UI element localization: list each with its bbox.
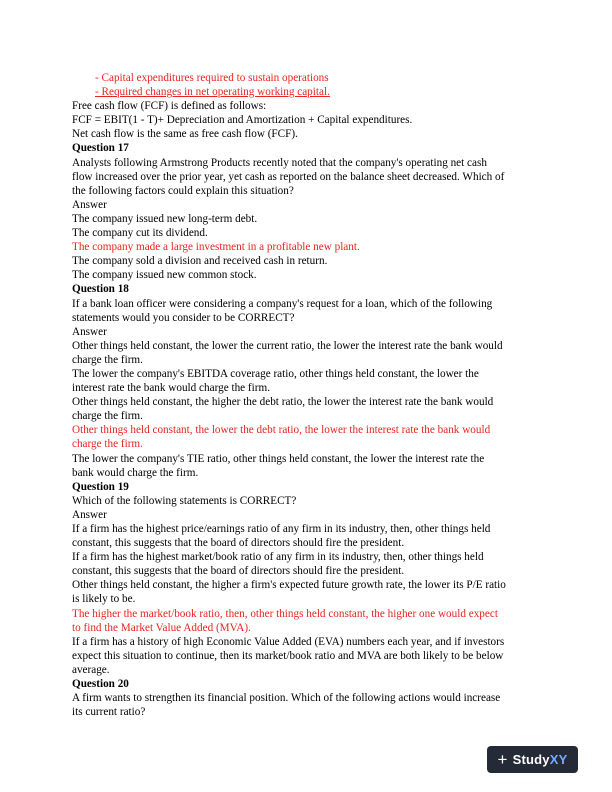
correct-answer-line [72,240,547,254]
text-line [72,592,547,606]
text-line [72,339,547,353]
text-line [72,466,547,480]
line-text: Question 18 [72,283,129,296]
line-text: Other things held constant, the higher the debt ratio, the lower the interest rate the bank would [72,396,494,409]
line-text: If a firm has a history of high Economic Value Added (EVA) numbers each year, and if investors [72,635,505,648]
line-text: average. [72,663,110,676]
logo-text: StudyXY [512,752,568,767]
line-text: Other things held constant, the lower the debt ratio, the lower the interest rate the bank would [72,424,491,437]
question-heading [72,282,547,296]
correct-answer-line [72,437,547,451]
question-heading [72,677,547,691]
line-text: its current ratio? [72,706,146,719]
text-line [72,353,547,367]
line-text: is likely to be. [72,593,136,606]
correct-answer-line [72,85,547,99]
line-text: the following factors could explain this situation? [72,184,294,197]
line-text: If a firm has the highest price/earnings ratio of any firm in its industry, then, other things held [72,523,491,535]
line-text: Question 17 [72,142,129,155]
line-text: to find the Market Value Added (MVA). [72,621,251,634]
line-text: - Required changes in net operating working capital. [95,86,330,99]
line-text: charge the firm. [72,353,143,366]
line-text: Question 20 [72,678,129,691]
line-text: The company issued new common stock. [72,269,257,282]
line-text: The higher the market/book ratio, then, other things held constant, the higher one would expect [72,607,498,620]
line-text: If a bank loan officer were considering a company's request for a loan, which of the following [72,297,493,310]
text-line [72,113,547,127]
line-text: Question 19 [72,480,129,493]
text-line [72,127,547,141]
correct-answer-line [72,607,547,621]
text-line [72,705,547,719]
line-text: expect this situation to continue, then its market/book ratio and MVA are both likely to be below [72,649,504,662]
correct-answer-line [72,71,547,85]
question-heading [72,480,547,494]
line-text: The lower the company's TIE ratio, other things held constant, the lower the interest rate the [72,452,485,465]
correct-answer-line [72,423,547,437]
plus-icon: + [497,750,508,769]
studyxy-logo [487,746,578,773]
line-text: Answer [72,325,107,338]
line-text: The lower the company's EBITDA coverage ratio, other things held constant, the lower the [72,367,479,380]
line-text: Net cash flow is the same as free cash flow (FCF). [72,128,298,141]
answer-label [72,325,547,339]
line-text: Which of the following statements is CORRECT? [72,494,297,507]
line-text: Other things held constant, the higher a firm's expected future growth rate, the lower its P/E ratio [72,579,506,592]
text-line [72,494,547,508]
text-line [72,550,547,564]
line-text: bank would charge the firm. [72,466,199,479]
text-line [72,578,547,592]
text-line [72,635,547,649]
line-text: The company sold a division and received cash in return. [72,255,328,268]
line-text: Analysts following Armstrong Products recently noted that the company's operating net cash [72,156,487,169]
line-text: Answer [72,508,107,521]
line-text: - Capital expenditures required to sustain operations [95,72,329,84]
line-text: interest rate the bank would charge the firm. [72,382,270,395]
text-line [72,268,547,282]
line-text: constant, this suggests that the board of directors should fire the president. [72,565,405,578]
text-line [72,649,547,663]
line-text: statements would you consider to be CORRECT? [72,311,295,324]
line-text: flow increased over the prior year, yet cash as reported on the balance sheet decreased. Which of [72,170,505,183]
line-text: The company issued new long-term debt. [72,212,258,225]
text-line [72,691,547,705]
line-text: The company made a large investment in a profitable new plant. [72,241,360,254]
line-text: A firm wants to strengthen its financial position. Which of the following actions would increase [72,692,501,705]
text-line [72,395,547,409]
line-text: charge the firm. [72,410,143,423]
text-line [72,226,547,240]
answer-label [72,508,547,522]
text-line [72,564,547,578]
text-line [72,311,547,325]
text-line [72,663,547,677]
text-line [72,297,547,311]
line-text: The company cut its dividend. [72,227,208,240]
text-line [72,522,547,536]
text-line [72,170,547,184]
text-line [72,367,547,381]
text-line [72,184,547,198]
correct-answer-line [72,621,547,635]
text-line [72,409,547,423]
line-text: Free cash flow (FCF) is defined as follows: [72,100,267,113]
text-line [72,536,547,550]
answer-label [72,198,547,212]
question-heading [72,141,547,155]
text-line [72,452,547,466]
line-text: Answer [72,198,107,211]
line-text: charge the firm. [72,438,143,451]
text-line [72,381,547,395]
line-text: FCF = EBIT(1 - T)+ Depreciation and Amortization + Capital expenditures. [72,114,413,127]
line-text: constant, this suggests that the board of directors should fire the president. [72,537,405,550]
text-line [72,99,547,113]
text-line [72,212,547,226]
line-text: Other things held constant, the lower the current ratio, the lower the interest rate the bank would [72,339,503,352]
line-text: If a firm has the highest market/book ratio of any firm in its industry, then, other things held [72,551,484,564]
text-line [72,156,547,170]
document-body [72,71,547,719]
text-line [72,254,547,268]
